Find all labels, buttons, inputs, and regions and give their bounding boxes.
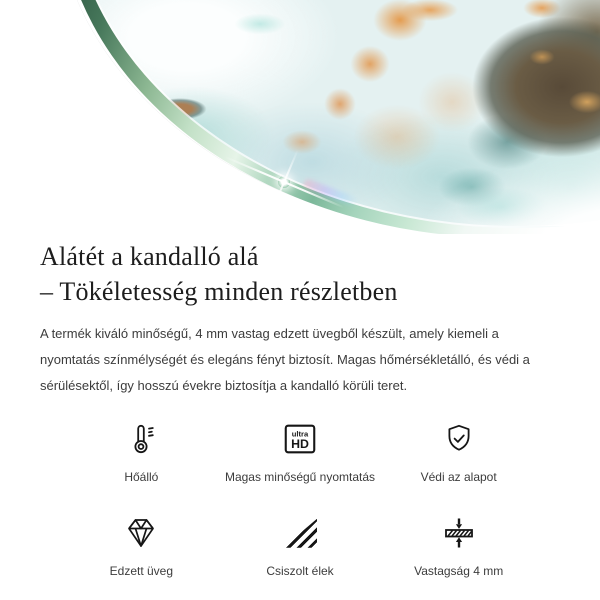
feature-protects-base [379,416,538,484]
feature-high-quality-print [221,416,380,484]
page-title [40,239,560,309]
ultra-hd-icon [281,416,319,462]
shield-check-icon [441,416,477,462]
product-description: A termék kiváló minőségű, 4 mm vastag edzett üvegből készült, amely kiemeli a nyomtatás színmélységét és elegáns fényt biztosít. Magas hőmérsékletálló, és védi a sérülésektől, így hosszú évekre biztosítja a kandalló körüli teret. [40,326,530,394]
feature-label: Védi az alapot [420,470,497,485]
thermometer-icon [123,416,159,462]
feature-label: Csiszolt élek [266,564,334,579]
feature-polished-edges [221,510,380,578]
polished-edge-icon [283,510,317,556]
ultra-hd-icon-text-bottom: HD [291,437,309,452]
title-line-1: Alátét a kandalló alá [40,242,259,271]
ultra-hd-icon-text-top: ultra [291,429,309,439]
feature-heat-resistant [62,416,221,484]
product-hero-image [0,0,600,234]
feature-tempered-glass [62,510,221,578]
diamond-icon [123,510,159,556]
feature-label: Vastagság 4 mm [414,564,504,579]
thickness-icon [441,510,477,556]
title-line-2: – Tökéletesség minden részletben [40,277,398,307]
feature-label: Magas minőségű nyomtatás [224,470,376,485]
feature-label: Edzett üveg [109,564,174,579]
feature-thickness [379,510,538,578]
feature-grid [62,416,538,578]
feature-label: Hőálló [124,470,159,485]
product-info-section [0,239,600,578]
